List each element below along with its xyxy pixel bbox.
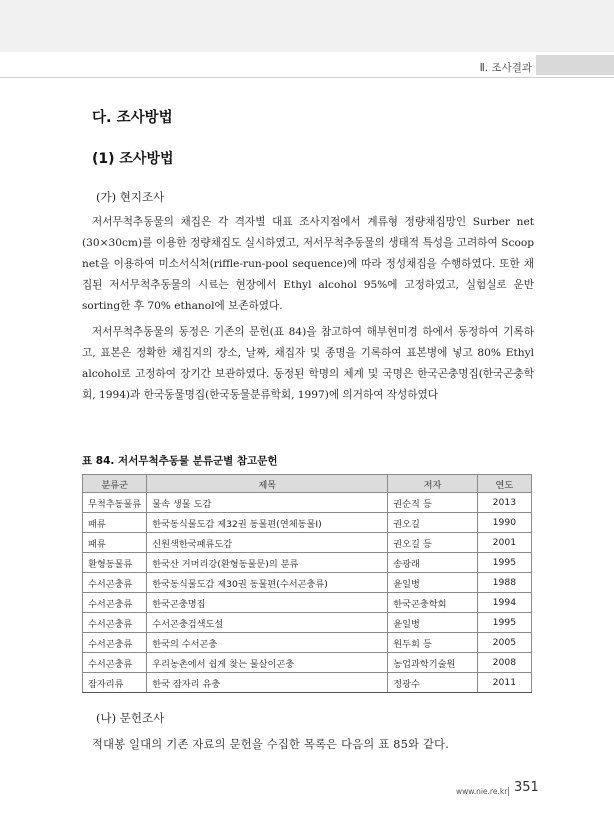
title-cell: 한국동식물도감 제32권 동물편(연체동물Ⅰ): [147, 513, 388, 533]
taxon-cell: 수서곤충류: [83, 633, 147, 653]
table-row: [83, 513, 532, 533]
taxon-cell: 잠자리류: [83, 673, 147, 693]
author-cell: 송광래: [388, 553, 477, 573]
table-row: [83, 633, 532, 653]
author-cell: 한국곤충학회: [388, 593, 477, 613]
table-row: [83, 573, 532, 593]
header-cell-title: 제목: [147, 475, 388, 493]
author-cell: 권오길 등: [388, 533, 477, 553]
literature-paragraph: 적대봉 일대의 기존 자료의 문헌을 수집한 목록은 다음의 표 85와 같다.: [92, 738, 450, 751]
table-caption: 표 84. 저서무척추동물 분류군별 참고문헌: [82, 455, 278, 467]
year-cell: 2005: [477, 633, 531, 653]
year-cell: 1990: [477, 513, 531, 533]
paragraph-identification: 저서무척추동물의 동정은 기존의 문헌(표 84)을 참고하여 해부현미경 하에서 동정하여 기록하고, 표본은 정확한 채집지의 장소, 날짜, 채집자 및 종명을 기록하여 표본병에 넣고 80% Ethyl alcohol로 고정하여 장기간 보관하였다. 동정된 학명의 체계 및 국명은 한국곤충명집(한국곤충학회, 1994)과 한국동물명집(한국동물분류학회, 1997)에 의거하여 작성하였다: [82, 326, 534, 401]
table-row: [83, 613, 532, 633]
title-cell: 한국산 거머리강(환형동물문)의 분류: [147, 553, 388, 573]
item-heading-literature-survey: (나) 문헌조사: [96, 711, 165, 725]
author-cell: 권순직 등: [388, 493, 477, 513]
author-cell: 원두희 등: [388, 633, 477, 653]
year-cell: 1995: [477, 553, 531, 573]
header-cell-author: 저자: [388, 475, 477, 493]
table-row: [83, 593, 532, 613]
chapter-label: Ⅱ. 조사결과: [479, 62, 532, 74]
taxon-cell: 수서곤충류: [83, 653, 147, 673]
header-cell-taxon: 분류군: [83, 475, 147, 493]
taxon-cell: 수서곤충류: [83, 573, 147, 593]
author-cell: 윤일병: [388, 613, 477, 633]
author-cell: 농업과학기술원: [388, 653, 477, 673]
item-heading-field-survey: (가) 현지조사: [96, 190, 165, 204]
table-row: [83, 673, 532, 693]
taxon-cell: 무척추동물류: [83, 493, 147, 513]
table-row: [83, 533, 532, 553]
table-header-row: [83, 475, 532, 493]
footer-url: www.nie.re.kr: [456, 787, 508, 796]
year-cell: 1994: [477, 593, 531, 613]
header-cell-year: 연도: [477, 475, 531, 493]
title-cell: 신원색한국패류도감: [147, 533, 388, 553]
chapter-tab: [536, 55, 614, 75]
year-cell: 2008: [477, 653, 531, 673]
author-cell: 윤일병: [388, 573, 477, 593]
author-cell: 정광수: [388, 673, 477, 693]
section-title: 다. 조사방법: [92, 110, 173, 126]
page-number: 351: [514, 780, 539, 795]
title-cell: 우리농촌에서 쉽게 찾는 물살이곤충: [147, 653, 388, 673]
taxon-cell: 패류: [83, 513, 147, 533]
year-cell: 2013: [477, 493, 531, 513]
subsection-title: (1) 조사방법: [92, 151, 174, 167]
year-cell: 1995: [477, 613, 531, 633]
table-row: [83, 553, 532, 573]
taxon-cell: 패류: [83, 533, 147, 553]
taxon-cell: 수서곤충류: [83, 593, 147, 613]
table-row: [83, 653, 532, 673]
header-divider: [0, 77, 614, 78]
paragraph-collection: 저서무척추동물의 채집은 각 격자별 대표 조사지점에서 계류형 정량채집망인 Surber net (30×30cm)를 이용한 정량채집도 실시하였고, 저서무척추동물의 생태적 특성을 고려하여 Scoop net을 이용하여 미소서식처(riffle-run-pool sequence)에 따라 정성채집을 수행하였다. 또한 채집된 저서무척추동물의 시료는 현장에서 Ethyl alcohol 95%에 고정하였고, 실험실로 운반sorting한 후 70% ethanol에 보존하였다.: [82, 216, 534, 312]
taxon-cell: 수서곤충류: [83, 613, 147, 633]
table-row: [83, 493, 532, 513]
top-band: [0, 0, 614, 52]
reference-table: [82, 474, 532, 693]
footer-divider: [508, 787, 509, 796]
author-cell: 권오길: [388, 513, 477, 533]
year-cell: 2011: [477, 673, 531, 693]
taxon-cell: 환형동물류: [83, 553, 147, 573]
year-cell: 1988: [477, 573, 531, 593]
title-cell: 한국의 수서곤충: [147, 633, 388, 653]
title-cell: 한국곤충명집: [147, 593, 388, 613]
title-cell: 한국동식물도감 제30권 동물편(수서곤충류): [147, 573, 388, 593]
year-cell: 2001: [477, 533, 531, 553]
title-cell: 물속 생물 도감: [147, 493, 388, 513]
title-cell: 한국 잠자리 유충: [147, 673, 388, 693]
title-cell: 수서곤충검색도설: [147, 613, 388, 633]
